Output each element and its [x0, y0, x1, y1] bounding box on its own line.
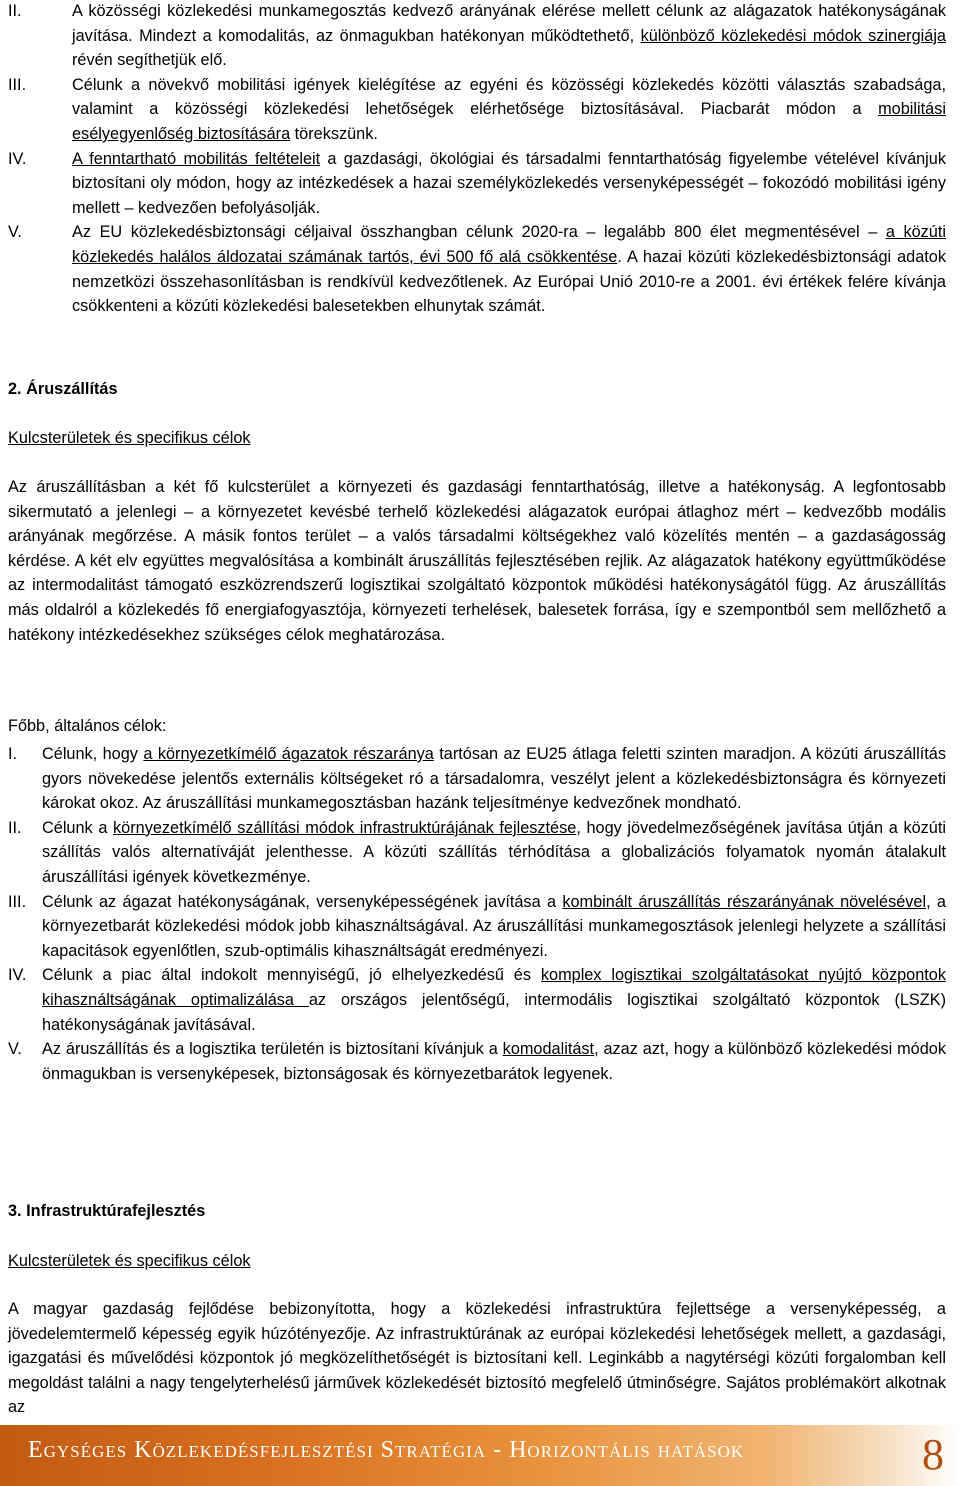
list-number: IV.: [8, 966, 27, 985]
freight-goals-list: [8, 742, 946, 1086]
footer-banner: [0, 1425, 960, 1486]
underlined-text: komodalitást: [502, 1040, 595, 1059]
underlined-text: komplex logisztikai szolgáltatásokat nyújtó központok kihasználtságának optimalizálása: [42, 966, 946, 1009]
list-item-text: [42, 890, 946, 964]
text-run: Célunk a piac által indokolt mennyiségű, jó elhelyezkedésű és: [42, 966, 541, 985]
list-item: [8, 963, 946, 1037]
list-item: [8, 890, 946, 964]
page-number: 8: [922, 1430, 944, 1479]
list-item: [8, 220, 946, 318]
text-run: Az áruszállítás és a logisztika területén is biztosítani kívánjuk a: [42, 1040, 503, 1059]
list-item: [8, 742, 946, 816]
text-run: törekszünk.: [290, 124, 378, 143]
underlined-text: mobilitási esélyegyenlőség biztosítására: [72, 100, 946, 143]
text-run: a gazdasági, ökológiai és társadalmi fenntarthatóság figyelembe vételével kívánjuk biztosítani oly módon, hogy az intézkedések a hazai személyközlekedés versenyképességét – fokozódó mobilitási igény mellett – kedvezően befolyásolják.: [72, 149, 946, 217]
list-item: [8, 0, 946, 73]
text-run: A közösségi közlekedési munkamegosztás kedvező arányának elérése mellett célunk az alágazatok hatékonyságának javítása. Mindezt a komodalitás, az önmagukban hatékonyan működtethető,: [72, 2, 946, 45]
text-run: Célunk az ágazat hatékonyságának, versenyképességének javítása a: [42, 892, 563, 911]
list-number: V.: [8, 1040, 22, 1059]
list-item-text: [72, 73, 946, 147]
list-number: I.: [8, 745, 18, 763]
underlined-text: kombinált áruszállítás részarányának növelésével: [562, 892, 927, 911]
list-item: [8, 147, 946, 221]
goals-label: Főbb, általános célok:: [8, 717, 167, 735]
text-run: az országos jelentőségű, intermodális logisztikai szolgáltató központok (LSZK) hatékonyságának javításával.: [42, 990, 947, 1034]
text-run: Célunk, hogy: [42, 745, 144, 763]
section-2-subtitle: Kulcsterületek és specifikus célok: [8, 429, 251, 447]
list-item-text: [72, 147, 946, 221]
goals-list-continued: [8, 0, 946, 319]
list-item-text: [42, 816, 946, 890]
list-number: III.: [8, 892, 27, 911]
underlined-text: a közúti közlekedés halálos áldozatai számának tartós, évi 500 fő alá csökkentése: [72, 223, 946, 266]
list-item-text: [42, 1037, 946, 1086]
section-2-paragraph: Az áruszállításban a két fő kulcsterület a környezeti és gazdasági fenntarthatóság, illetve a hatékonyság. A legfontosabb sikermutató a jelenlegi – a környezetet kevésbé terhelő közlekedési alágazatok európai átlaghoz mért – kedvezőbb modális arányának megőrzése. A másik fontos terület – a valós társadalmi költségekhez való közelítés mentén – a gazdaságosság kérdése. A két elv együttes megvalósítása a kombinált áruszállítás fejlesztésében rejlik. Az alágazatok hatékony együttműködése az intermodalitást támogató eszközrendszerű logisztikai szolgáltató központok működési hatékonyságától függ. Az áruszállítás más oldalról a közlekedés fő energiafogyasztója, környezeti terhelések, balesetek forrása, így e szempontból sem mellőzhető a hatékony intézkedésekhez szükséges célok meghatározása.: [8, 478, 946, 644]
section-3-paragraph: A magyar gazdaság fejlődése bebizonyította, hogy a közlekedési infrastruktúra fejlettsége a versenyképesség, a jövedelemtermelő képesség egyik húzótényezője. Az infrastruktúrának az európai közlekedési lehetőségek mellett, a gazdasági, igazgatási és művelődési központok jó megközelíthetőségét is biztosítani kell. Leginkább a nagytérségi közúti forgalomban kell megoldást találni a nagy tengelyterhelésű járművek közlekedését biztosító megfelelő útminőségre. Sajátos problémakört alkotnak az: [8, 1300, 946, 1417]
text-run: , azaz azt, hogy a különböző közlekedési módok önmagukban is versenyképesek, biztonságosak és környezetbarátok legyenek.: [42, 1040, 946, 1083]
underlined-text: A fenntartható mobilitás feltételeit: [72, 149, 321, 168]
list-number: III.: [8, 75, 27, 94]
text-run: Célunk a növekvő mobilitási igények kielégítése az egyéni és közösségi közlekedés közötti választás szabadsága, valamint a közösségi közlekedési lehetőségek elérhetősége biztosításával. Piacbarát módon a: [72, 75, 946, 119]
list-item: [8, 1037, 946, 1086]
list-item-text: [42, 963, 946, 1037]
list-item: [8, 73, 946, 147]
text-run: , a környezetbarát közlekedési módok jobb kihasználtságával. Az áruszállítási munkamegosztások jelenlegi helyzete a szállítási kapacitások egyenlőtlen, szub-optimális kihasználtságát eredményezi.: [42, 892, 946, 960]
list-item-text: [42, 742, 946, 816]
text-run: tartósan az EU25 átlaga feletti szinten maradjon. A közúti áruszállítás gyors növekedése jelentős externális költségeket ró a társadalomra, veszélyt jelent a közlekedésbiztonságra és környezeti károkat okoz. Az áruszállítási munkamegosztásban hazánk teljesítménye kedvezőnek mondható.: [42, 745, 946, 813]
list-item-text: [72, 0, 946, 73]
underlined-text: környezetkímélő szállítási módok infrastruktúrájának fejlesztése: [113, 818, 577, 837]
text-run: , hogy jövedelmezőségének javítása útján a közúti szállítás valós alternatíváját jelenthesse. A közúti szállítás térhódítása a globalizációs folyamatok nyomán átalakult áruszállítási igények következménye.: [42, 818, 946, 886]
list-item: [8, 816, 946, 890]
footer-title: Egységes Közlekedésfejlesztési Stratégia - Horizontális hatások: [28, 1437, 745, 1463]
list-number: II.: [8, 818, 22, 837]
underlined-text: a környezetkímélő ágazatok részaránya: [143, 745, 434, 763]
text-run: . A hazai közúti közlekedésbiztonsági adatok nemzetközi összehasonlításban is rendkívül kedvezőtlenek. Az Európai Unió 2010-re a 2001. évi értékek felére kívánja csökkenteni a közúti közlekedési balesetekben elhunytak számát.: [72, 247, 946, 316]
list-number: V.: [8, 223, 22, 242]
text-run: révén segíthetjük elő.: [72, 51, 227, 70]
section-2-title: 2. Áruszállítás: [8, 380, 118, 398]
text-run: Célunk a: [42, 818, 114, 837]
underlined-text: különböző közlekedési módok szinergiája: [640, 26, 946, 45]
text-run: Az EU közlekedésbiztonsági céljaival összhangban célunk 2020-ra – legalább 800 élet megmentésével –: [72, 223, 886, 242]
list-item-text: [72, 220, 946, 318]
section-3-title: 3. Infrastruktúrafejlesztés: [8, 1202, 206, 1220]
section-3-subtitle: Kulcsterületek és specifikus célok: [8, 1252, 251, 1270]
list-number: II.: [8, 2, 22, 20]
list-number: IV.: [8, 149, 27, 168]
